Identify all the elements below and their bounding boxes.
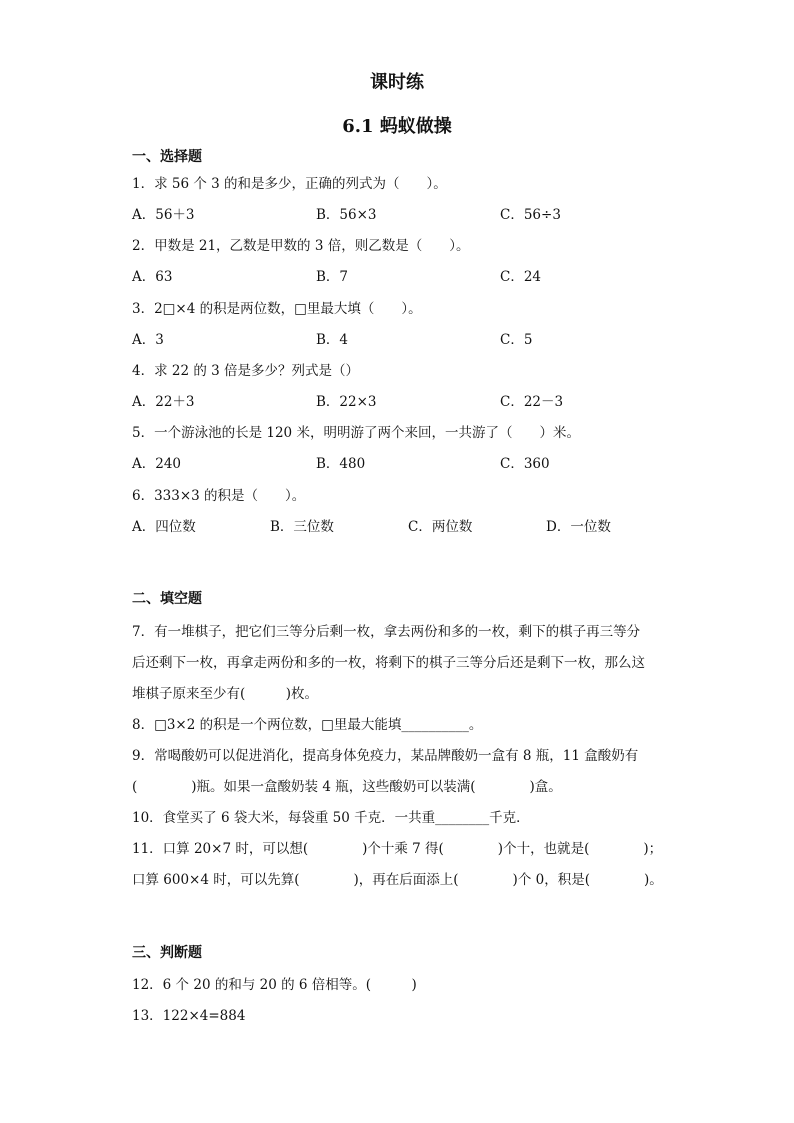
question-13: 13．122×4=884 — [132, 1008, 246, 1024]
q1-option-a: A．56＋3 — [132, 207, 195, 223]
q5-option-c: C．360 — [500, 456, 550, 472]
question-5: 5．一个游泳池的长是 120 米，明明游了两个来回，一共游了（ ）米。 — [132, 425, 580, 441]
q3-option-b: B．4 — [316, 332, 349, 348]
q1-option-b: B．56×3 — [316, 207, 377, 223]
q5-option-a: A．240 — [132, 456, 182, 472]
question-1: 1．求 56 个 3 的和是多少，正确的列式为（ ）。 — [132, 176, 447, 192]
q6-option-b: B．三位数 — [270, 519, 334, 535]
q6-option-d: D．一位数 — [546, 519, 611, 535]
question-9-line-1: 9．常喝酸奶可以促进消化，提高身体免疫力，某品牌酸奶一盒有 8 瓶，11 盒酸奶有 — [132, 748, 639, 764]
q5-option-b: B．480 — [316, 456, 366, 472]
q6-option-c: C．两位数 — [408, 519, 473, 535]
question-12: 12．6 个 20 的和与 20 的 6 倍相等。( ) — [132, 977, 417, 993]
q1-option-c: C．56÷3 — [500, 207, 561, 223]
q3-option-a: A．3 — [132, 332, 164, 348]
worksheet-title: 课时练 — [370, 72, 424, 93]
question-7-line-3: 堆棋子原来至少有( )枚。 — [132, 686, 319, 702]
question-3: 3．2□×4 的积是两位数，□里最大填（ ）。 — [132, 301, 422, 317]
question-2: 2．甲数是 21，乙数是甲数的 3 倍，则乙数是（ ）。 — [132, 238, 470, 254]
question-11-line-2: 口算 600×4 时，可以先算( )，再在后面添上( )个 0，积是( )。 — [132, 872, 663, 888]
q3-option-c: C．5 — [500, 332, 533, 348]
section-choice: 一、选择题 — [132, 149, 202, 165]
q4-option-c: C．22－3 — [500, 394, 564, 410]
q6-option-a: A．四位数 — [132, 519, 196, 535]
q4-option-b: B．22×3 — [316, 394, 377, 410]
question-4: 4．求 22 的 3 倍是多少？列式是（） — [132, 363, 360, 379]
question-7-line-2: 后还剩下一枚，再拿走两份和多的一枚，将剩下的棋子三等分后还是剩下一枚，那么这 — [132, 655, 645, 671]
question-10: 10．食堂买了 6 袋大米，每袋重 50 千克．一共重________千克． — [132, 810, 530, 826]
question-9-line-2: ( )瓶。如果一盒酸奶装 4 瓶，这些酸奶可以装满( )盒。 — [132, 779, 562, 795]
lesson-title: 6.1 蚂蚁做操 — [342, 116, 452, 137]
q4-option-a: A．22＋3 — [132, 394, 195, 410]
question-7-line-1: 7．有一堆棋子，把它们三等分后剩一枚，拿去两份和多的一枚，剩下的棋子再三等分 — [132, 624, 641, 640]
section-fill-blank: 二、填空题 — [132, 591, 202, 607]
section-judgement: 三、判断题 — [132, 945, 202, 961]
q2-option-c: C．24 — [500, 269, 542, 285]
q2-option-a: A．63 — [132, 269, 173, 285]
question-6: 6．333×3 的积是（ ）。 — [132, 488, 306, 504]
q2-option-b: B．7 — [316, 269, 349, 285]
question-11-line-1: 11．口算 20×7 时，可以想( )个十乘 7 得( )个十，也就是( )； — [132, 841, 663, 857]
question-8: 8．□3×2 的积是一个两位数，□里最大能填__________。 — [132, 717, 483, 733]
